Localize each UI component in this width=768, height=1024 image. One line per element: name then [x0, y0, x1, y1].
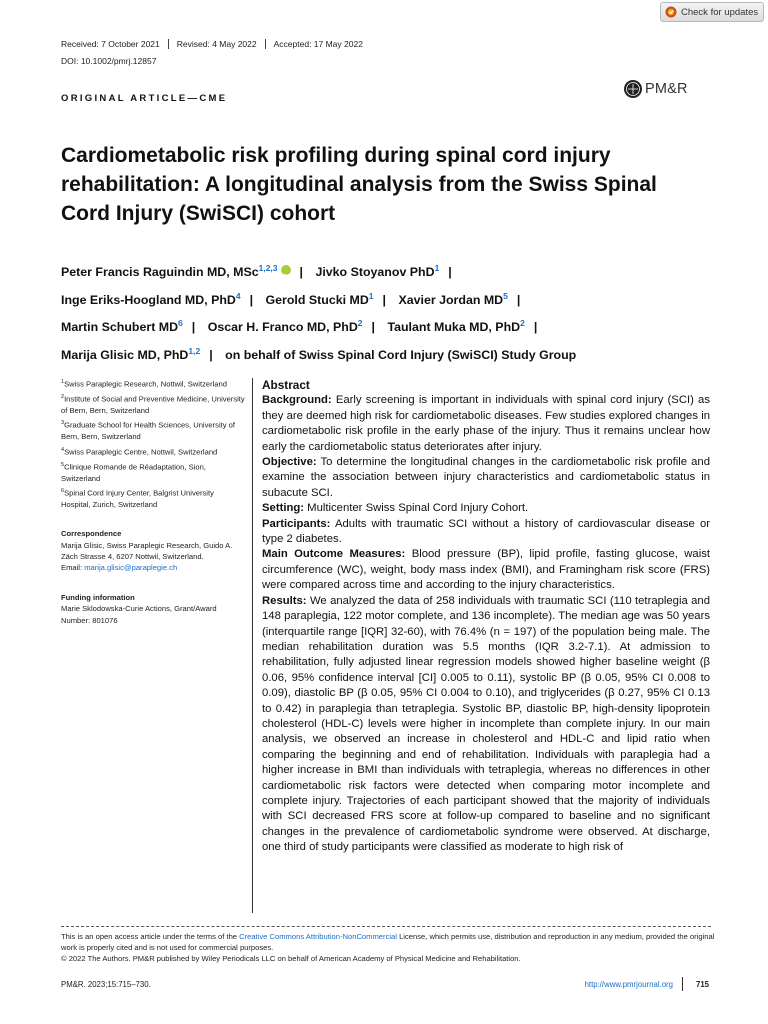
article-sidebar — [61, 377, 245, 626]
abstract-section — [262, 501, 710, 516]
affiliation-text: Institute of Social and Preventive Medicine, University of Bern, Bern, Switzerland — [61, 394, 245, 415]
author-list: Peter Francis Raguindin MD, MSc$^{1,2,3}$iD | Jivko Stoyanov PhD$^1$ | Inge Eriks-Hoogland MD, PhD$^4$ | Gerold Stucki $MD^1$ | Xavier Jordan $MD^5$ | Martin Schubert $MD^6$ | Oscar H. Franco MD, PhD$^2$ | Taulant Muka MD, PhD$^2$ | Marija Glisic MD, PhD$^{1,2}$ | on behalf of Swiss Spinal Cord Injury (SwiSCI) Study Group — [61, 257, 721, 368]
funding-text: Marie Sklodowska-Curie Actions, Grant/Award Number: 801076 — [61, 604, 217, 625]
affiliation-number: 4 — [61, 446, 65, 453]
author-affiliation-ref: 2 — [357, 318, 363, 329]
abstract-section-text: Multicenter Swiss Spinal Cord Injury Cohort. — [304, 502, 529, 515]
abstract — [262, 378, 710, 856]
author-name: Martin Schubert MD — [61, 320, 179, 335]
article-history — [61, 39, 371, 49]
abstract-section — [262, 393, 710, 455]
article-type: ORIGINAL ARTICLE—CME — [61, 93, 228, 104]
license-post: License, which permits use, distribution and reproduction in any medium, provided the original work is properly cited and is not used for commercial purposes. — [61, 932, 715, 952]
affiliation-number: 3 — [61, 420, 65, 427]
affiliation-number: 2 — [61, 393, 65, 400]
abstract-section-label: Background: — [262, 394, 332, 407]
journal-url-link[interactable]: http://www.pmrjournal.org — [584, 980, 673, 989]
footer-divider — [682, 977, 683, 991]
article-title: Cardiometabolic risk profiling during spinal cord injury rehabilitation: A longitudinal analysis from the Swiss Spinal Cord Injury (SwiSCI) cohort — [61, 144, 657, 225]
column-divider — [252, 378, 253, 913]
email-link[interactable]: marija.glisic@paraplegie.ch — [84, 563, 178, 573]
abstract-section-text: Early screening is important in individuals with spinal cord injury (SCI) as they are deemed high risk for cardiometabolic diseases. Few studies explored changes in cardiometabolic risk profile in the early phase of the injury. Thus it remains unclear how early the cardiometabolic status deteriorates after injury. — [262, 394, 710, 453]
correspondence-text: Marija Glisic, Swiss Paraplegic Research, Guido A. Zäch Strasse 4, 6207 Nottwil, Switzerland. — [61, 540, 233, 562]
correspondence-heading: Correspondence — [61, 529, 122, 539]
pmr-logo-icon — [623, 79, 643, 99]
author-affiliation-ref: 1 — [434, 263, 440, 273]
author-name: Peter Francis Raguindin MD, MSc — [61, 265, 259, 280]
copyright: © 2022 The Authors. PM&R published by Wiley Periodicals LLC on behalf of American Academy of Physical Medicine and Rehabilitation. — [61, 954, 521, 963]
abstract-section — [262, 594, 710, 856]
affiliation — [61, 392, 245, 416]
affiliation — [61, 445, 245, 458]
abstract-section-label: Participants: — [262, 517, 331, 530]
affiliation-text: Clinique Romande de Réadaptation, Sion, Switzerland — [61, 462, 206, 483]
accepted-date: Accepted: 17 May 2022 — [265, 39, 371, 49]
affiliation-text: Swiss Paraplegic Research, Nottwil, Switzerland — [64, 379, 227, 389]
abstract-section — [262, 517, 710, 548]
author-name: Oscar H. Franco MD, PhD — [207, 320, 358, 335]
abstract-section — [262, 547, 710, 593]
abstract-section — [262, 455, 710, 501]
author-name: Xavier Jordan MD — [398, 292, 504, 307]
check-for-updates-label: Check for updates — [681, 6, 759, 18]
author-affiliation-ref: 4 — [235, 290, 241, 301]
affiliation — [61, 486, 245, 510]
author-affiliation-ref: 6 — [178, 318, 183, 329]
author-affiliation-ref: 1 — [368, 290, 374, 301]
author-name: Gerold Stucki MD — [265, 292, 369, 307]
check-for-updates-button[interactable] — [660, 2, 764, 22]
author-name: Inge Eriks-Hoogland MD, PhD — [61, 292, 236, 307]
affiliation-text: Swiss Paraplegic Centre, Nottwil, Switzerland — [64, 447, 218, 457]
affiliation — [61, 418, 245, 442]
abstract-heading: Abstract — [262, 378, 310, 392]
journal-logo — [623, 79, 688, 99]
study-group: on behalf of Swiss Spinal Cord Injury (SwiSCI) Study Group — [225, 348, 577, 362]
abstract-section-text: Blood pressure (BP), lipid profile, fasting glucose, waist circumference (WC), weight, body mass index (BMI), and Framingham risk score (FRS) were compared across time and according to the injury characteristics. — [262, 548, 710, 592]
license-note — [61, 931, 721, 964]
license-link[interactable]: Creative Commons Attribution-NonCommercial — [239, 932, 397, 941]
abstract-section-label: Setting: — [262, 502, 305, 515]
correspondence-email — [61, 562, 245, 573]
author-affiliation-ref: 1,2 — [188, 345, 201, 356]
affiliation-number: 1 — [61, 379, 65, 385]
funding-heading: Funding information — [61, 592, 135, 602]
doi: DOI: 10.1002/pmrj.12857 — [61, 56, 157, 66]
abstract-section-label: Main Outcome Measures: — [262, 548, 406, 561]
author-affiliation-ref: 5 — [503, 290, 508, 301]
affiliation-text: Spinal Cord Injury Center, Balgrist University Hospital, Zurich, Switzerland — [61, 488, 214, 509]
revised-date: Revised: 4 May 2022 — [168, 39, 265, 49]
author-name: Marija Glisic MD, PhD — [61, 348, 189, 362]
journal-name: PM&R — [645, 81, 688, 97]
journal-citation: PM&R. 2023;15:715–730. — [61, 980, 151, 989]
author-name: Jivko Stoyanov PhD — [315, 265, 435, 280]
author-affiliation-ref: 1,2,3 — [258, 263, 278, 273]
footnote-divider — [61, 926, 711, 927]
author-affiliation-ref: 2 — [520, 318, 525, 329]
abstract-section-text: We analyzed the data of 258 individuals with traumatic SCI (110 tetraplegia and 148 paraplegia, 122 motor complete, and 136 incomplete). The median age was 50 years (interquartile range [IQR] 32-60), with 76.4% (n = 197) of the population being male. The median rehabilitation duration was 5.5 months (IQR 3.2-7.1). At admission to rehabilitation, fully adjusted linear regression models showed higher baseline weight (β 0.06, 95% confidence interval [CI] 0.005 to 0.11), systolic BP (β 0.05, 95% CI 0.008 to 0.09), diastolic BP (β 0.05, 95% CI 0.004 to 0.10), and triglycerides (β 0.27, 95% CI 0.13 to 0.42) in paraplegia than tetraplegia. Systolic BP, diastolic BP, high-density lipoprotein cholesterol (HDL-C) levels were higher in incomplete than complete injury. In our main analysis, we observed an increase in cholesterol and HDL-C and lipid ratio when comparing the beginning and end of rehabilitation. Individuals with paraplegia had a higher increase in BMI than individuals with tetraplegia, whereas no differences in other cardiometabolic risk factors were detected when comparing motor incomplete and complete injury. Trajectories of each participant showed that the majority of individuals with SCI decreased FRS score at follow-up compared to baseline and no significant changes in the prevalence of cardiometabolic syndrome were observed. At discharge, one third of study participants were classified as moderate to high risk of — [262, 594, 710, 854]
page-number: 715 — [695, 980, 709, 989]
orcid-icon[interactable] — [281, 265, 291, 275]
affiliation — [61, 377, 245, 390]
abstract-section-label: Results: — [262, 594, 307, 607]
abstract-section-text: Adults with traumatic SCI without a history of cardiovascular disease or type 2 diabetes. — [262, 517, 710, 546]
affiliation — [61, 460, 245, 484]
author-name: Taulant Muka MD, PhD — [387, 320, 521, 335]
abstract-section-text: To determine the longitudinal changes in the cardiometabolic risk profile and examine the association between injury characteristics and cardiometabolic status in subacute SCI. — [262, 456, 710, 499]
license-pre: This is an open access article under the terms of the — [61, 932, 240, 941]
affiliation-number: 6 — [61, 487, 65, 494]
license-text — [61, 931, 721, 953]
check-updates-icon — [665, 6, 677, 18]
affiliation-text: Graduate School for Health Sciences, University of Bern, Bern, Switzerland — [61, 420, 236, 442]
received-date: Received: 7 October 2021 — [61, 39, 160, 49]
abstract-section-label: Objective: — [262, 456, 317, 469]
email-label: Email: — [61, 563, 85, 573]
affiliation-number: 5 — [61, 461, 65, 468]
